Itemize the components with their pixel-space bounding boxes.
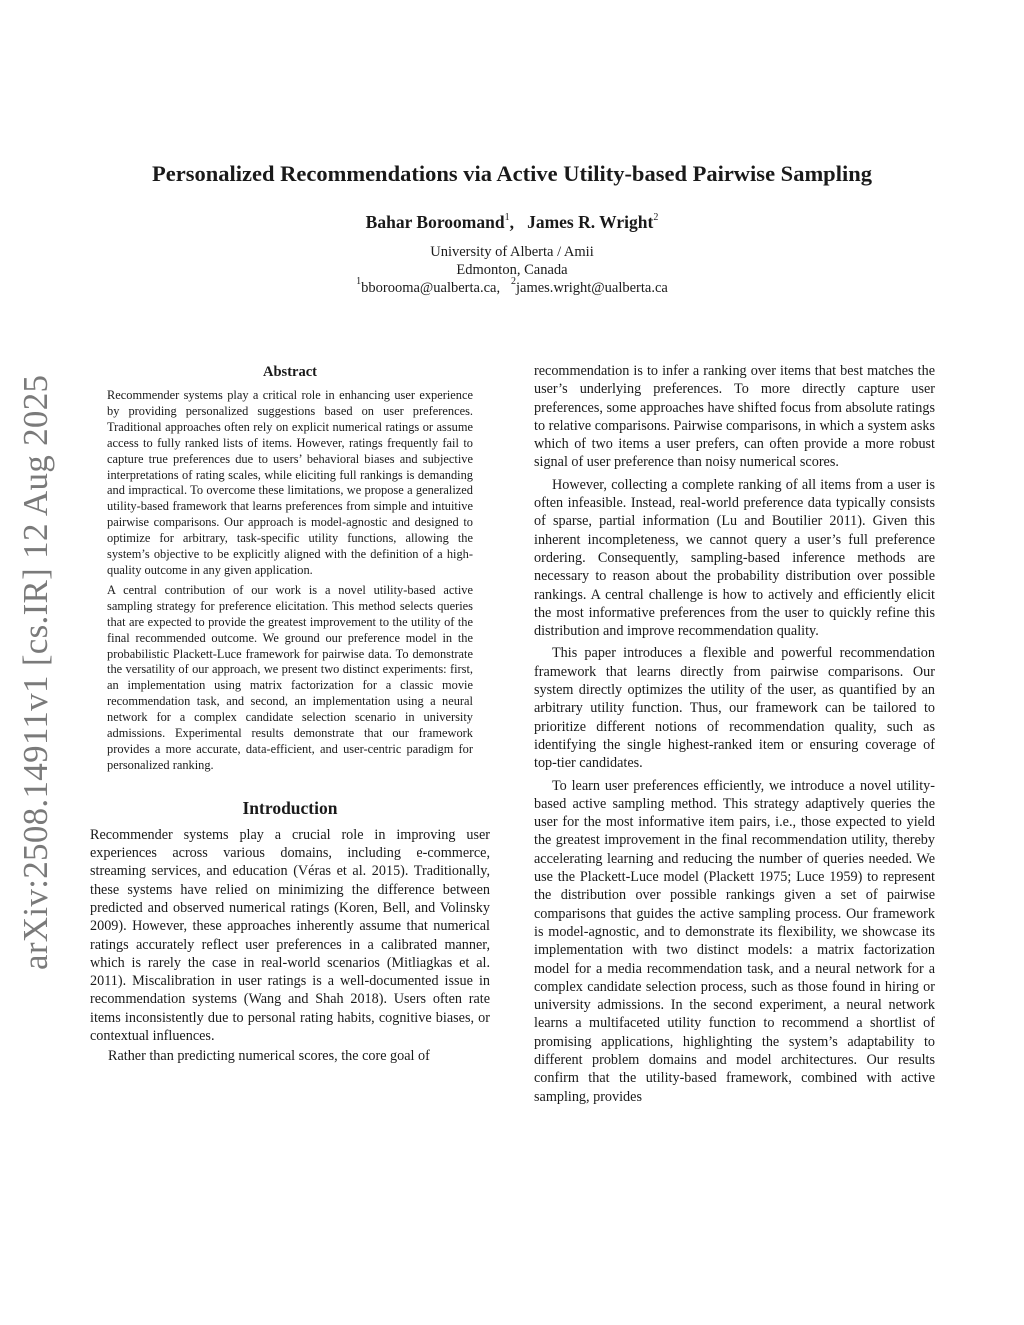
author-separator: , xyxy=(509,212,514,232)
right-column xyxy=(534,362,935,1110)
paper-title: Personalized Recommendations via Active Utility-based Pairwise Sampling xyxy=(152,161,872,186)
left-column xyxy=(90,362,490,1068)
introduction-body xyxy=(90,826,490,1066)
email-1: bborooma@ualberta.ca, xyxy=(361,280,501,296)
abstract-paragraph-2: A central contribution of our work is a novel utility-based active sampling strategy for preference elicitation. This method selects queries that are expected to provide the greatest improvement to the utility of the final recommended outcome. We ground our preference model in the probabilistic Plackett-Luce framework for pairwise data. To demonstrate the versatility of our approach, we present two distinct experiments: first, an implementation using matrix factorization for a classic movie recommendation task, and second, an implementation using a neural network for a complex candidate selection scenario in university admissions. Experimental results demonstrate that our framework provides a more accurate, data-efficient, and user-centric paradigm for personalized ranking. xyxy=(107,582,473,772)
introduction-paragraph-2: Rather than predicting numerical scores, the core goal of xyxy=(108,1048,430,1065)
email-2-superscript: 2 xyxy=(510,276,516,287)
arxiv-identifier-text: arXiv:2508.14911v1 [cs.IR] 12 Aug 2025 xyxy=(16,374,55,970)
right-paragraph-2: However, collecting a complete ranking of all items from a user is often infeasible. Instead, real-world preference data typically consists of sparse, partial information (Lu and Boutilier 2011). Given this inherent incompleteness, we cannot query a user’s full preference ordering. Consequently, sampling-based inference methods are necessary to reason about the probability distribution over possible rankings. A central challenge is how to actively and efficiently elicit the most informative preferences from the user to quickly refine this distribution and improve recommendation quality. xyxy=(534,476,935,640)
affiliation-institution: University of Alberta / Amii xyxy=(430,244,594,260)
author-name-2: James R. Wright xyxy=(527,212,654,232)
introduction-paragraph-1: Recommender systems play a crucial role in improving user experiences across various domains, including e-commerce, streaming services, and education (Véras et al. 2015). Traditionally, these systems have relied on minimizing the difference between predicted and observed numerical ratings (Koren, Bell, and Volinsky 2009). However, these approaches inherently assume that numerical ratings accurately reflect user preferences in a calibrated manner, which is rarely the case in real-world scenarios (Mitliagkas et al. 2011). Miscalibration in user ratings is a well-documented issue in recommendation systems (Wang and Shah 2018). Users often rate items inconsistently due to personal rating habits, cognitive biases, or contextual influences. xyxy=(90,826,490,1045)
email-1-superscript: 1 xyxy=(356,276,362,287)
affiliation-block xyxy=(80,243,944,297)
author-1-superscript: 1 xyxy=(504,212,510,223)
abstract-paragraph-1: Recommender systems play a critical role in enhancing user experience by providing personalized suggestions based on user preferences. Traditional approaches often rely on explicit numerical ratings or assume access to fully ranked lists of items. However, ratings frequently fail to capture true preferences due to users’ behavioral biases and subjective interpretations of rating scales, while eliciting full rankings is demanding and impractical. To overcome these limitations, we propose a generalized utility-based framework that learns preferences from simple and intuitive pairwise comparisons. Our approach is model-agnostic and designed to optimize for arbitrary, task-specific utility functions, allowing the system’s objective to be explicitly aligned with the definition of a high-quality outcome in any given application. xyxy=(107,388,473,577)
author-2-superscript: 2 xyxy=(653,212,659,223)
author-name-1: Bahar Boroomand xyxy=(365,212,505,232)
right-paragraph-1: recommendation is to infer a ranking over items that best matches the user’s underlying preferences. To more directly capture user preferences, some approaches have shifted focus from absolute ratings to relative comparisons. Pairwise comparisons, in which a system asks which of two items a user prefers, can often provide a more robust signal of user preference than noisy numerical scores. xyxy=(534,363,935,471)
right-paragraph-3: This paper introduces a flexible and powerful recommendation framework that learns directly from pairwise comparisons. Our system directly optimizes the utility of the user, as quantified by an arbitrary utility function. Thus, our framework can be tailored to prioritize different notions of recommendation quality, such as identifying the single highest-ranked item or ensuring coverage of top-tier candidates. xyxy=(534,645,935,772)
affiliation-location: Edmonton, Canada xyxy=(456,262,568,278)
right-paragraph-4: To learn user preferences efficiently, we introduce a novel utility-based active sampling method. This strategy adaptively queries the user for the most informative item pairs, i.e., those expected to yield the greatest improvement in the final recommendation utility, thereby accelerating learning and reducing the number of queries needed. We use the Plackett-Luce model (Plackett 1975; Luce 1959) to represent the distribution over possible rankings given a set of pairwise comparisons that guides the active sampling process. Our framework is model-agnostic, and to demonstrate its flexibility, we showcase its implementation with two distinct models: a matrix factorization model for a media recommendation task, and a neural network for a complex candidate selection process, such as those found in hiring or university admissions. In the second experiment, a neural network learns a multifaceted utility function to recommend a shortlist of promising applications, highlighting the system’s adaptability to different problem domains and model architectures. Our results confirm that the utility-based framework, combined with active sampling, provides xyxy=(534,777,935,1105)
affiliation-emails xyxy=(80,276,944,297)
introduction-heading: Introduction xyxy=(242,797,338,818)
abstract-body xyxy=(90,388,490,774)
author-list xyxy=(80,210,944,234)
arxiv-identifier-stamp xyxy=(10,370,72,980)
email-2: james.wright@ualberta.ca xyxy=(515,280,668,296)
abstract-heading: Abstract xyxy=(263,364,317,380)
